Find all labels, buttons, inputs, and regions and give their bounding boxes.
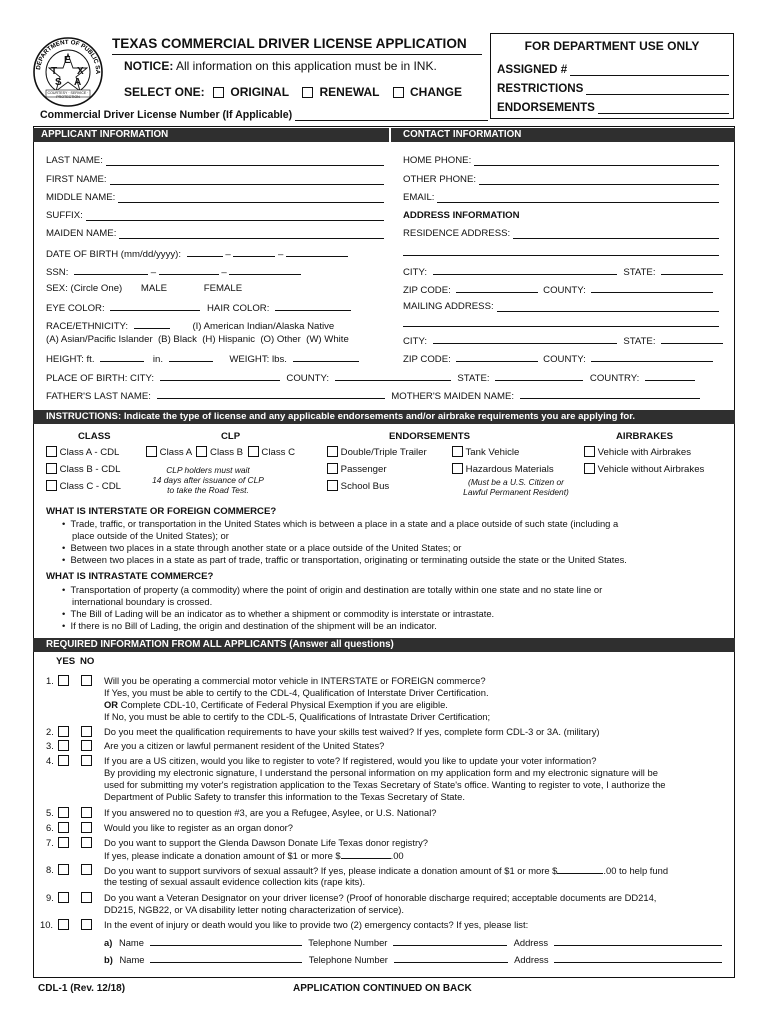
eye-color-field[interactable] <box>110 301 200 311</box>
intrastate-bullet-1: • Transportation of property (a commodity) where the point of origin and destination are totally within one state and no state line or <box>62 584 603 595</box>
ssn-label: SSN: <box>46 267 69 278</box>
double-triple-checkbox[interactable] <box>327 446 338 457</box>
last-name-field[interactable] <box>106 156 384 166</box>
q3-no-checkbox[interactable] <box>81 740 92 751</box>
mailing-city-field[interactable] <box>433 334 617 344</box>
intrastate-bullet-1-cont: international boundary is crossed. <box>72 596 213 607</box>
mailing-label: MAILING ADDRESS: <box>403 301 494 312</box>
intrastate-bullet-3-text: If there is no Bill of Lading, the origin and destination of the shipment will be an indicator. <box>70 620 437 631</box>
height-label: HEIGHT: ft. <box>46 354 95 365</box>
clp-class-c-label: Class C <box>261 447 296 458</box>
q4-yes-checkbox[interactable] <box>58 755 69 766</box>
class-b-label: Class B - CDL <box>59 464 121 475</box>
place-of-birth-row <box>46 371 695 384</box>
q4-line-4: Department of Public Safety to transfer this information to the Texas Secretary of State. <box>104 791 465 802</box>
restrictions-row <box>497 82 729 95</box>
renewal-label: RENEWAL <box>319 85 380 99</box>
without-airbrakes-label: Vehicle without Airbrakes <box>597 464 705 475</box>
form-title: TEXAS COMMERCIAL DRIVER LICENSE APPLICATION <box>112 36 467 51</box>
q1-line-3-text: Complete CDL-10, Certificate of Federal Physical Exemption if you are eligible. <box>120 699 448 710</box>
interstate-bullet-2: • Between two places in a state through another state or a place outside of the United States; or <box>62 542 462 553</box>
interstate-bullet-1: • Trade, traffic, or transportation in the United States which is between a place in a state and a place outside of such state (including a <box>62 518 619 529</box>
contact-info-title: CONTACT INFORMATION <box>403 129 522 140</box>
intrastate-bullet-3: • If there is no Bill of Lading, the origin and destination of the shipment will be an indicator. <box>62 620 437 631</box>
dob-day-field[interactable] <box>233 247 275 257</box>
mailing-row <box>403 301 719 312</box>
q4-no-checkbox[interactable] <box>81 755 92 766</box>
seal-letter-a: A <box>74 77 82 88</box>
passenger-checkbox[interactable] <box>327 463 338 474</box>
hair-color-field[interactable] <box>275 301 351 311</box>
endorsements-row <box>497 101 729 114</box>
parents-row <box>46 389 700 402</box>
first-name-field[interactable] <box>110 175 384 185</box>
sex-row <box>46 283 242 294</box>
mailing-zip-row <box>403 352 713 365</box>
interstate-bullet-2-text: Between two places in a state through another state or a place outside of the United States; or <box>70 542 462 553</box>
suffix-field[interactable] <box>86 211 384 221</box>
email-field[interactable] <box>437 193 719 203</box>
contact-b-marker: b) <box>104 954 113 965</box>
hazmat-note <box>462 477 570 497</box>
school-bus-checkbox[interactable] <box>327 480 338 491</box>
clp-class-b-label: Class B <box>210 447 244 458</box>
intrastate-heading: WHAT IS INTRASTATE COMMERCE? <box>46 571 214 582</box>
emergency-contact-a <box>104 936 722 948</box>
hair-color-label: HAIR COLOR: <box>207 303 270 314</box>
dob-row: DATE OF BIRTH (mm/dd/yyyy): – – <box>46 247 348 260</box>
hazmat-note-line-2: Lawful Permanent Resident) <box>463 487 569 497</box>
interstate-bullet-3: • Between two places in a state as part of trade, traffic or transportation, originating or terminating outside the state or the United States. <box>62 554 627 565</box>
q10-yes-checkbox[interactable] <box>58 919 69 930</box>
q5-text: If you answered no to question #3, are you a Refugee, Asylee, or U.S. National? <box>104 807 437 818</box>
residence-field[interactable] <box>513 229 719 239</box>
contact-a-marker: a) <box>104 937 113 948</box>
race-field[interactable] <box>134 319 170 329</box>
residence-zip-field[interactable] <box>456 283 538 293</box>
mailing-zip-field[interactable] <box>456 352 538 362</box>
q9-text: Do you want a Veteran Designator on your driver license? (Proof of honorable discharge required; acceptable documents are DD214, <box>104 892 657 903</box>
contact-info-header <box>391 128 735 142</box>
suffix-label: SUFFIX: <box>46 210 83 221</box>
q9-number: 9. <box>46 892 54 903</box>
mailing-state-field[interactable] <box>661 334 723 344</box>
class-a-checkbox[interactable] <box>46 446 57 457</box>
contact-b-phone-field[interactable] <box>394 953 508 963</box>
q6-text: Would you like to register as an organ donor? <box>104 822 294 833</box>
residence-state-label: STATE: <box>623 267 656 278</box>
height-in-label: in. <box>152 354 163 365</box>
q8-text <box>104 864 668 876</box>
q7-text: Do you want to support the Glenda Dawson Donate Life Texas donor registry? <box>104 837 428 848</box>
father-field[interactable] <box>157 389 385 399</box>
suffix-row <box>46 210 384 221</box>
class-c-checkbox[interactable] <box>46 480 57 491</box>
endorsements-label: ENDORSEMENTS <box>497 101 595 114</box>
dept-title: FOR DEPARTMENT USE ONLY <box>524 39 700 53</box>
birth-county-field[interactable] <box>335 371 451 381</box>
mailing-line-2[interactable] <box>403 326 719 327</box>
required-info-title: REQUIRED INFORMATION FROM ALL APPLICANTS (Answer all questions) <box>46 639 394 650</box>
instructions-header <box>33 410 735 424</box>
clp-note-line-1: CLP holders must wait <box>166 465 250 475</box>
q7-line-2 <box>104 849 404 861</box>
q7-cents: .00 <box>390 850 404 861</box>
q8-no-checkbox[interactable] <box>81 864 92 875</box>
first-name-label: FIRST NAME: <box>46 174 107 185</box>
emergency-contact-b <box>104 953 722 965</box>
assigned-row <box>497 63 729 76</box>
select-one-label: SELECT ONE: <box>124 85 205 99</box>
race-label: RACE/ETHNICITY: <box>46 321 129 332</box>
q6-yes-checkbox[interactable] <box>58 822 69 833</box>
original-label: ORIGINAL <box>230 85 289 99</box>
birth-county-label: COUNTY: <box>286 373 330 384</box>
residence-city-label: CITY: <box>403 267 427 278</box>
dob-month-field[interactable] <box>187 247 223 257</box>
ssn-part1-field[interactable] <box>74 265 148 275</box>
cdl-number-row <box>40 109 488 121</box>
eye-hair-row <box>46 301 351 314</box>
q8-yes-checkbox[interactable] <box>58 864 69 875</box>
last-name-row <box>46 155 384 166</box>
cdl-number-field[interactable] <box>295 111 488 121</box>
intrastate-bullet-1-text: Transportation of property (a commodity) where the point of origin and destination are totally within one state and no state line or <box>70 584 603 595</box>
class-heading: CLASS <box>78 431 111 442</box>
contact-b-name-label: Name <box>119 954 145 965</box>
home-phone-row <box>403 155 719 166</box>
restrictions-label: RESTRICTIONS <box>497 82 584 95</box>
q8-cents: .00 to help fund <box>603 865 669 876</box>
eye-color-label: EYE COLOR: <box>46 303 105 314</box>
sex-label: SEX: (Circle One) <box>46 283 123 294</box>
q2-text: Do you meet the qualification requirements to have your skills test waived? If yes, complete form CDL-3 or 3A. (military) <box>104 726 600 737</box>
school-bus-label: School Bus <box>340 481 390 492</box>
q1-number: 1. <box>46 675 54 686</box>
with-airbrakes-option <box>584 446 691 458</box>
q2-no-checkbox[interactable] <box>81 726 92 737</box>
contact-b-name-field[interactable] <box>150 953 302 963</box>
contact-a-phone-field[interactable] <box>393 936 507 946</box>
q10-no-checkbox[interactable] <box>81 919 92 930</box>
hazmat-checkbox[interactable] <box>452 463 463 474</box>
other-phone-row <box>403 174 719 185</box>
birth-state-field[interactable] <box>495 371 583 381</box>
q5-number: 5. <box>46 807 54 818</box>
q7-no-checkbox[interactable] <box>81 837 92 848</box>
residence-line-2[interactable] <box>403 255 719 256</box>
assigned-field[interactable] <box>570 66 729 76</box>
q6-no-checkbox[interactable] <box>81 822 92 833</box>
ssn-part3-field[interactable] <box>229 265 301 275</box>
mailing-field[interactable] <box>497 302 719 312</box>
residence-zip-label: ZIP CODE: <box>403 285 451 296</box>
seal-ribbon: COURTESY · SERVICE · PROTECTION <box>47 91 89 99</box>
email-row <box>403 192 719 203</box>
q1-text: Will you be operating a commercial motor vehicle in INTERSTATE or FOREIGN commerce? <box>104 675 486 686</box>
q1-yes-checkbox[interactable] <box>58 675 69 686</box>
double-triple-label: Double/Triple Trailer <box>340 447 427 458</box>
class-b-option <box>46 463 120 475</box>
q7-number: 7. <box>46 837 54 848</box>
continued-notice: APPLICATION CONTINUED ON BACK <box>293 983 472 994</box>
q7-yes-checkbox[interactable] <box>58 837 69 848</box>
seal-letter-e: E <box>64 55 71 66</box>
notice-text: All information on this application must be in INK. <box>176 59 437 73</box>
maiden-name-label: MAIDEN NAME: <box>46 228 117 239</box>
endorsements-field[interactable] <box>598 104 729 114</box>
q8-number: 8. <box>46 864 54 875</box>
with-airbrakes-label: Vehicle with Airbrakes <box>597 447 691 458</box>
q3-yes-checkbox[interactable] <box>58 740 69 751</box>
q1-line-3 <box>104 699 448 710</box>
clp-note <box>152 465 264 495</box>
mailing-state-label: STATE: <box>623 336 656 347</box>
q3-text: Are you a citizen or lawful permanent resident of the United States? <box>104 740 385 751</box>
dps-seal <box>32 36 104 108</box>
home-phone-field[interactable] <box>474 156 719 166</box>
q7-donation-label: If yes, please indicate a donation amount of $1 or more $ <box>104 850 341 861</box>
class-b-checkbox[interactable] <box>46 463 57 474</box>
hazmat-note-line-1: (Must be a U.S. Citizen or <box>468 477 564 487</box>
q9-line-2: DD215, NGB22, or VA disability letter noting characterization of service). <box>104 904 404 915</box>
interstate-bullet-1-text: Trade, traffic, or transportation in the United States which is between a place in a state and a place outside of such state (including a <box>70 518 619 529</box>
cdl-number-label: Commercial Driver License Number (If Applicable) <box>40 109 293 121</box>
residence-state-field[interactable] <box>661 265 723 275</box>
maiden-name-row <box>46 228 384 239</box>
dob-year-field[interactable] <box>286 247 348 257</box>
race-option-i: (I) American Indian/Alaska Native <box>192 321 335 332</box>
q4-line-2: By providing my electronic signature, I understand the personal information on my application form and my electronic signature will be <box>104 767 658 778</box>
seal-letter-x: X <box>77 66 84 77</box>
clp-class-a-checkbox[interactable] <box>146 446 157 457</box>
q6-number: 6. <box>46 822 54 833</box>
birth-city-field[interactable] <box>160 371 280 381</box>
q8-donation-field[interactable] <box>557 864 603 874</box>
q1-line-4: If No, you must be able to certify to the CDL-5, Qualifications of Intrastate Driver Certification; <box>104 711 491 722</box>
contact-b-phone-label: Telephone Number <box>308 954 388 965</box>
without-airbrakes-option <box>584 463 704 475</box>
q7-donation-field[interactable] <box>341 849 391 859</box>
height-ft-field[interactable] <box>100 352 144 362</box>
applicant-info-title: APPLICANT INFORMATION <box>41 129 169 140</box>
q8-donation-label: Do you want to support survivors of sexual assault? If yes, please indicate a donation amount of $1 or more $ <box>104 865 558 876</box>
yes-heading: YES <box>56 656 76 667</box>
q4-number: 4. <box>46 755 54 766</box>
mother-field[interactable] <box>520 389 700 399</box>
q1-or: OR <box>104 699 119 710</box>
intrastate-bullet-2-text: The Bill of Lading will be an indicator as to whether a shipment or commodity is interstate or intrastate. <box>70 608 495 619</box>
mailing-county-label: COUNTY: <box>543 354 586 365</box>
title-rule <box>112 54 482 55</box>
mailing-city-label: CITY: <box>403 336 427 347</box>
contact-a-address-label: Address <box>513 937 549 948</box>
residence-county-label: COUNTY: <box>543 285 586 296</box>
clp-class-b-checkbox[interactable] <box>196 446 207 457</box>
q9-no-checkbox[interactable] <box>81 892 92 903</box>
class-c-option <box>46 480 121 492</box>
q10-number: 10. <box>40 919 54 930</box>
change-label: CHANGE <box>409 85 462 99</box>
sex-male-option[interactable]: MALE <box>140 283 168 294</box>
applicant-info-header <box>33 128 389 142</box>
required-info-header <box>33 638 735 652</box>
double-triple-option <box>327 446 427 458</box>
residence-county-field[interactable] <box>591 283 713 293</box>
middle-name-row <box>46 192 384 203</box>
without-airbrakes-checkbox[interactable] <box>584 463 595 474</box>
residence-row <box>403 228 719 239</box>
tank-vehicle-checkbox[interactable] <box>452 446 463 457</box>
q5-yes-checkbox[interactable] <box>58 807 69 818</box>
select-one-row <box>124 85 462 99</box>
mother-label: MOTHER'S MAIDEN NAME: <box>391 391 515 402</box>
class-a-label: Class A - CDL <box>59 447 120 458</box>
class-a-option <box>46 446 119 458</box>
q1-no-checkbox[interactable] <box>81 675 92 686</box>
passenger-option <box>327 463 387 475</box>
residence-zip-row <box>403 283 713 296</box>
height-in-field[interactable] <box>169 352 213 362</box>
birth-state-label: STATE: <box>457 373 490 384</box>
renewal-checkbox[interactable] <box>302 87 313 98</box>
other-phone-field[interactable] <box>479 175 719 185</box>
seal-letter-s: S <box>55 77 62 88</box>
ssn-part2-field[interactable] <box>159 265 219 275</box>
restrictions-field[interactable] <box>586 85 729 95</box>
q9-yes-checkbox[interactable] <box>58 892 69 903</box>
first-name-row <box>46 174 384 185</box>
other-phone-label: OTHER PHONE: <box>403 174 477 185</box>
q5-no-checkbox[interactable] <box>81 807 92 818</box>
contact-a-name-label: Name <box>118 937 144 948</box>
home-phone-label: HOME PHONE: <box>403 155 472 166</box>
weight-label: WEIGHT: lbs. <box>229 354 287 365</box>
mailing-zip-label: ZIP CODE: <box>403 354 451 365</box>
change-checkbox[interactable] <box>393 87 404 98</box>
intrastate-bullet-2: • The Bill of Lading will be an indicator as to whether a shipment or commodity is interstate or intrastate. <box>62 608 495 619</box>
middle-name-field[interactable] <box>118 193 384 203</box>
q10-text: In the event of injury or death would you like to provide two (2) emergency contacts? If yes, please list: <box>104 919 529 930</box>
svg-text:DEPARTMENT OF PUBLIC SAFETY: DEPARTMENT OF PUBLIC SA <box>35 38 102 75</box>
clp-heading: CLP <box>221 431 241 442</box>
dob-label: DATE OF BIRTH (mm/dd/yyyy): <box>46 249 182 260</box>
passenger-label: Passenger <box>340 464 387 475</box>
ssn-row: SSN: – – <box>46 265 301 278</box>
q8-line-2: the testing of sexual assault evidence collection kits (rape kits). <box>104 876 366 887</box>
weight-field[interactable] <box>293 352 359 362</box>
q3-number: 3. <box>46 740 54 751</box>
last-name-label: LAST NAME: <box>46 155 103 166</box>
residence-city-row <box>403 265 723 278</box>
contact-a-phone-label: Telephone Number <box>308 937 388 948</box>
endorsements-heading: ENDORSEMENTS <box>389 431 471 442</box>
residence-city-field[interactable] <box>433 265 617 275</box>
q4-text: If you are a US citizen, would you like to register to vote? If registered, would you like to update your voter information? <box>104 755 597 766</box>
interstate-heading: WHAT IS INTERSTATE OR FOREIGN COMMERCE? <box>46 506 277 517</box>
email-label: EMAIL: <box>403 192 435 203</box>
race-options-row: (A) Asian/Pacific Islander (B) Black (H) Hispanic (O) Other (W) White <box>46 334 349 345</box>
department-use-box <box>490 33 734 119</box>
q4-line-3: used for submitting my voter's registration application to the Texas Secretary of State's office. Wanting to register to vote, I authorize the <box>104 779 666 790</box>
contact-b-address-label: Address <box>514 954 549 965</box>
class-c-label: Class C - CDL <box>59 481 121 492</box>
contact-a-address-field[interactable] <box>554 936 722 946</box>
clp-note-line-2: 14 days after issuance of CLP <box>152 475 264 485</box>
q1-line-2: If Yes, you must be able to certify to the CDL-4, Qualification of Interstate Driver Certification. <box>104 687 489 698</box>
middle-name-label: MIDDLE NAME: <box>46 192 116 203</box>
seal-letter-t: T <box>51 66 58 77</box>
hazmat-option <box>452 463 554 475</box>
no-heading: NO <box>80 656 95 667</box>
tank-vehicle-label: Tank Vehicle <box>465 447 520 458</box>
with-airbrakes-checkbox[interactable] <box>584 446 595 457</box>
interstate-bullet-1-cont: place outside of the United States); or <box>72 530 229 541</box>
contact-b-address-field[interactable] <box>554 953 722 963</box>
height-weight-row <box>46 352 359 365</box>
residence-label: RESIDENCE ADDRESS: <box>403 228 511 239</box>
clp-options <box>146 446 295 458</box>
mailing-city-row <box>403 334 723 347</box>
mailing-county-field[interactable] <box>591 352 713 362</box>
assigned-label: ASSIGNED # <box>497 63 568 76</box>
form-number: CDL-1 (Rev. 12/18) <box>38 983 126 994</box>
clp-class-a-label: Class A <box>159 447 192 458</box>
notice-label: NOTICE: <box>124 59 174 73</box>
maiden-name-field[interactable] <box>119 229 384 239</box>
sex-female-option[interactable]: FEMALE <box>203 283 243 294</box>
birth-country-field[interactable] <box>645 371 695 381</box>
q2-yes-checkbox[interactable] <box>58 726 69 737</box>
tank-vehicle-option <box>452 446 519 458</box>
race-row <box>46 319 334 332</box>
birth-city-label: PLACE OF BIRTH: CITY: <box>46 373 155 384</box>
hazmat-label: Hazardous Materials <box>465 464 554 475</box>
q2-number: 2. <box>46 726 54 737</box>
interstate-bullet-3-text: Between two places in a state as part of trade, traffic or transportation, originating or terminating outside the state or the United States. <box>70 554 627 565</box>
original-checkbox[interactable] <box>213 87 224 98</box>
airbrakes-heading: AIRBRAKES <box>616 431 674 442</box>
clp-note-line-3: to take the Road Test. <box>167 485 249 495</box>
notice <box>124 59 437 73</box>
address-info-heading: ADDRESS INFORMATION <box>403 210 520 221</box>
contact-a-name-field[interactable] <box>150 936 302 946</box>
father-label: FATHER'S LAST NAME: <box>46 391 151 402</box>
school-bus-option <box>327 480 389 492</box>
instructions-text: INSTRUCTIONS: Indicate the type of license and any applicable endorsements and/or airbrake requirements you are applying for. <box>46 411 636 422</box>
clp-class-c-checkbox[interactable] <box>248 446 259 457</box>
birth-country-label: COUNTRY: <box>589 373 640 384</box>
